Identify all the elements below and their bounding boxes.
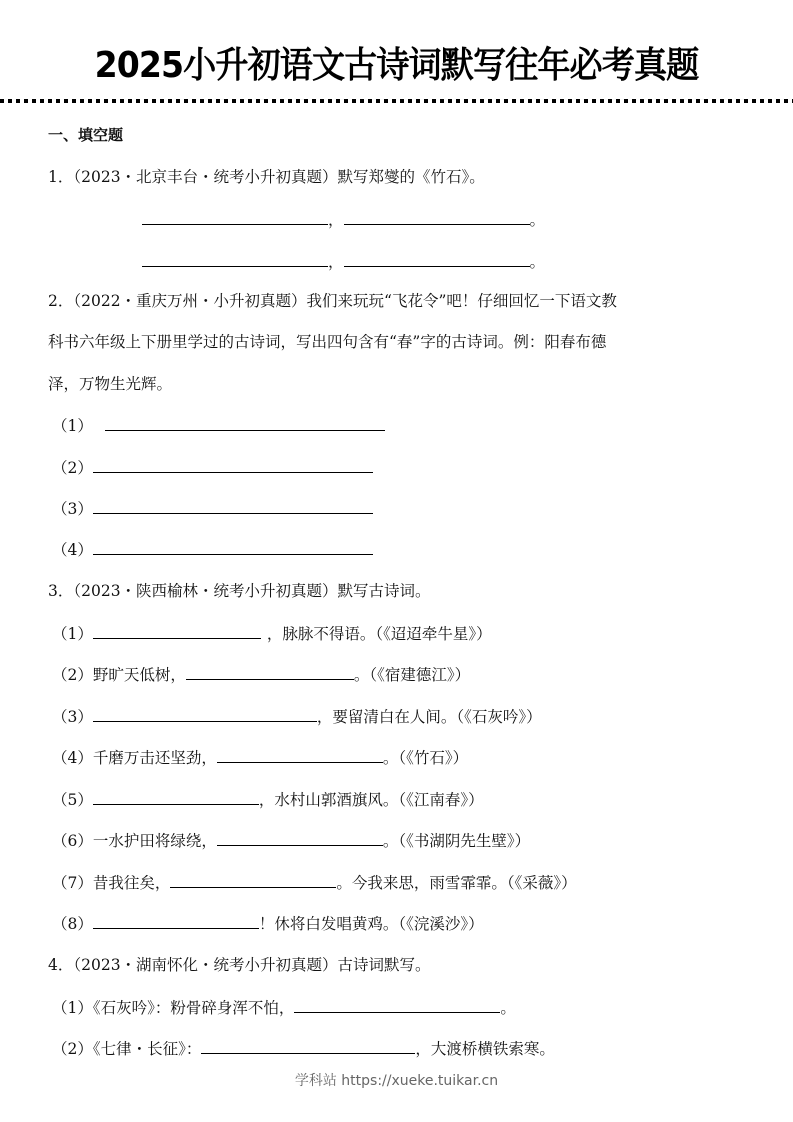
question-3-item-5: （5） ，水村山郭酒旗风。（《江南春》）: [52, 788, 484, 811]
answer-blank[interactable]: [217, 829, 383, 846]
answer-blank[interactable]: [105, 414, 385, 431]
footer-watermark: 学科站 https://xueke.tuikar.cn: [294, 1073, 499, 1089]
answer-blank[interactable]: [93, 705, 317, 722]
question-2-item-2: （2）: [52, 456, 373, 479]
question-2-stem-line-2: 科书六年级上下册里学过的古诗词，写出四句含有“春”字的古诗词。例：阳春布德: [48, 333, 607, 351]
question-3-item-2: （2）野旷天低树， 。（《宿建德江》）: [52, 663, 470, 686]
question-2-stem-line-3: 泽，万物生光辉。: [48, 375, 173, 393]
answer-blank[interactable]: [294, 996, 500, 1013]
answer-blank[interactable]: [186, 663, 354, 680]
question-3-item-6: （6）一水护田将绿绕， 。（《书湖阴先生壁》）: [52, 829, 530, 852]
answer-blank[interactable]: [93, 538, 373, 555]
question-2-stem-line-1: 2．（2022・重庆万州・小升初真题）我们来玩玩“飞花令”吧！仔细回忆一下语文教: [48, 292, 617, 310]
question-3-item-7: （7）昔我往矣， 。今我来思，雨雪霏霏。（《采薇》）: [52, 871, 577, 894]
answer-blank[interactable]: [93, 456, 373, 473]
answer-blank[interactable]: [93, 788, 259, 805]
answer-blank[interactable]: [344, 250, 530, 267]
question-4-item-2: （2）《七律・长征》： ，大渡桥横铁索寒。: [52, 1037, 555, 1060]
answer-blank[interactable]: [93, 497, 373, 514]
question-3-stem: 3．（2023・陕西榆林・统考小升初真题）默写古诗词。: [48, 582, 431, 600]
question-2-item-4: （4）: [52, 538, 373, 561]
question-3-item-8: （8） ！休将白发唱黄鸡。（《浣溪沙》）: [52, 912, 484, 935]
question-3-item-1: （1） ，脉脉不得语。（《迢迢牵牛星》）: [52, 622, 492, 645]
answer-blank[interactable]: [170, 871, 336, 888]
question-4-stem: 4．（2023・湖南怀化・统考小升初真题）古诗词默写。: [48, 956, 431, 974]
question-4-item-1: （1）《石灰吟》：粉骨碎身浑不怕， 。: [52, 996, 516, 1019]
page-title: 2025小升初语文古诗词默写往年必考真题: [94, 45, 699, 86]
answer-blank[interactable]: [217, 746, 383, 763]
dotted-divider: [0, 99, 793, 103]
answer-blank[interactable]: [142, 250, 328, 267]
question-1-line-1: ， 。: [142, 208, 545, 231]
answer-blank[interactable]: [344, 208, 530, 225]
section-heading: 一、填空题: [48, 126, 124, 144]
question-2-item-3: （3）: [52, 497, 373, 520]
question-3-item-3: （3） ，要留清白在人间。（《石灰吟》）: [52, 705, 542, 728]
question-1-line-2: ， 。: [142, 250, 545, 273]
answer-blank[interactable]: [201, 1037, 415, 1054]
question-3-item-4: （4）千磨万击还坚劲， 。（《竹石》）: [52, 746, 468, 769]
answer-blank[interactable]: [93, 912, 259, 929]
answer-blank[interactable]: [93, 622, 261, 639]
question-2-item-1: （1）: [52, 414, 385, 437]
answer-blank[interactable]: [142, 208, 328, 225]
question-1-stem: 1．（2023・北京丰台・统考小升初真题）默写郑燮的《竹石》。: [48, 168, 485, 186]
